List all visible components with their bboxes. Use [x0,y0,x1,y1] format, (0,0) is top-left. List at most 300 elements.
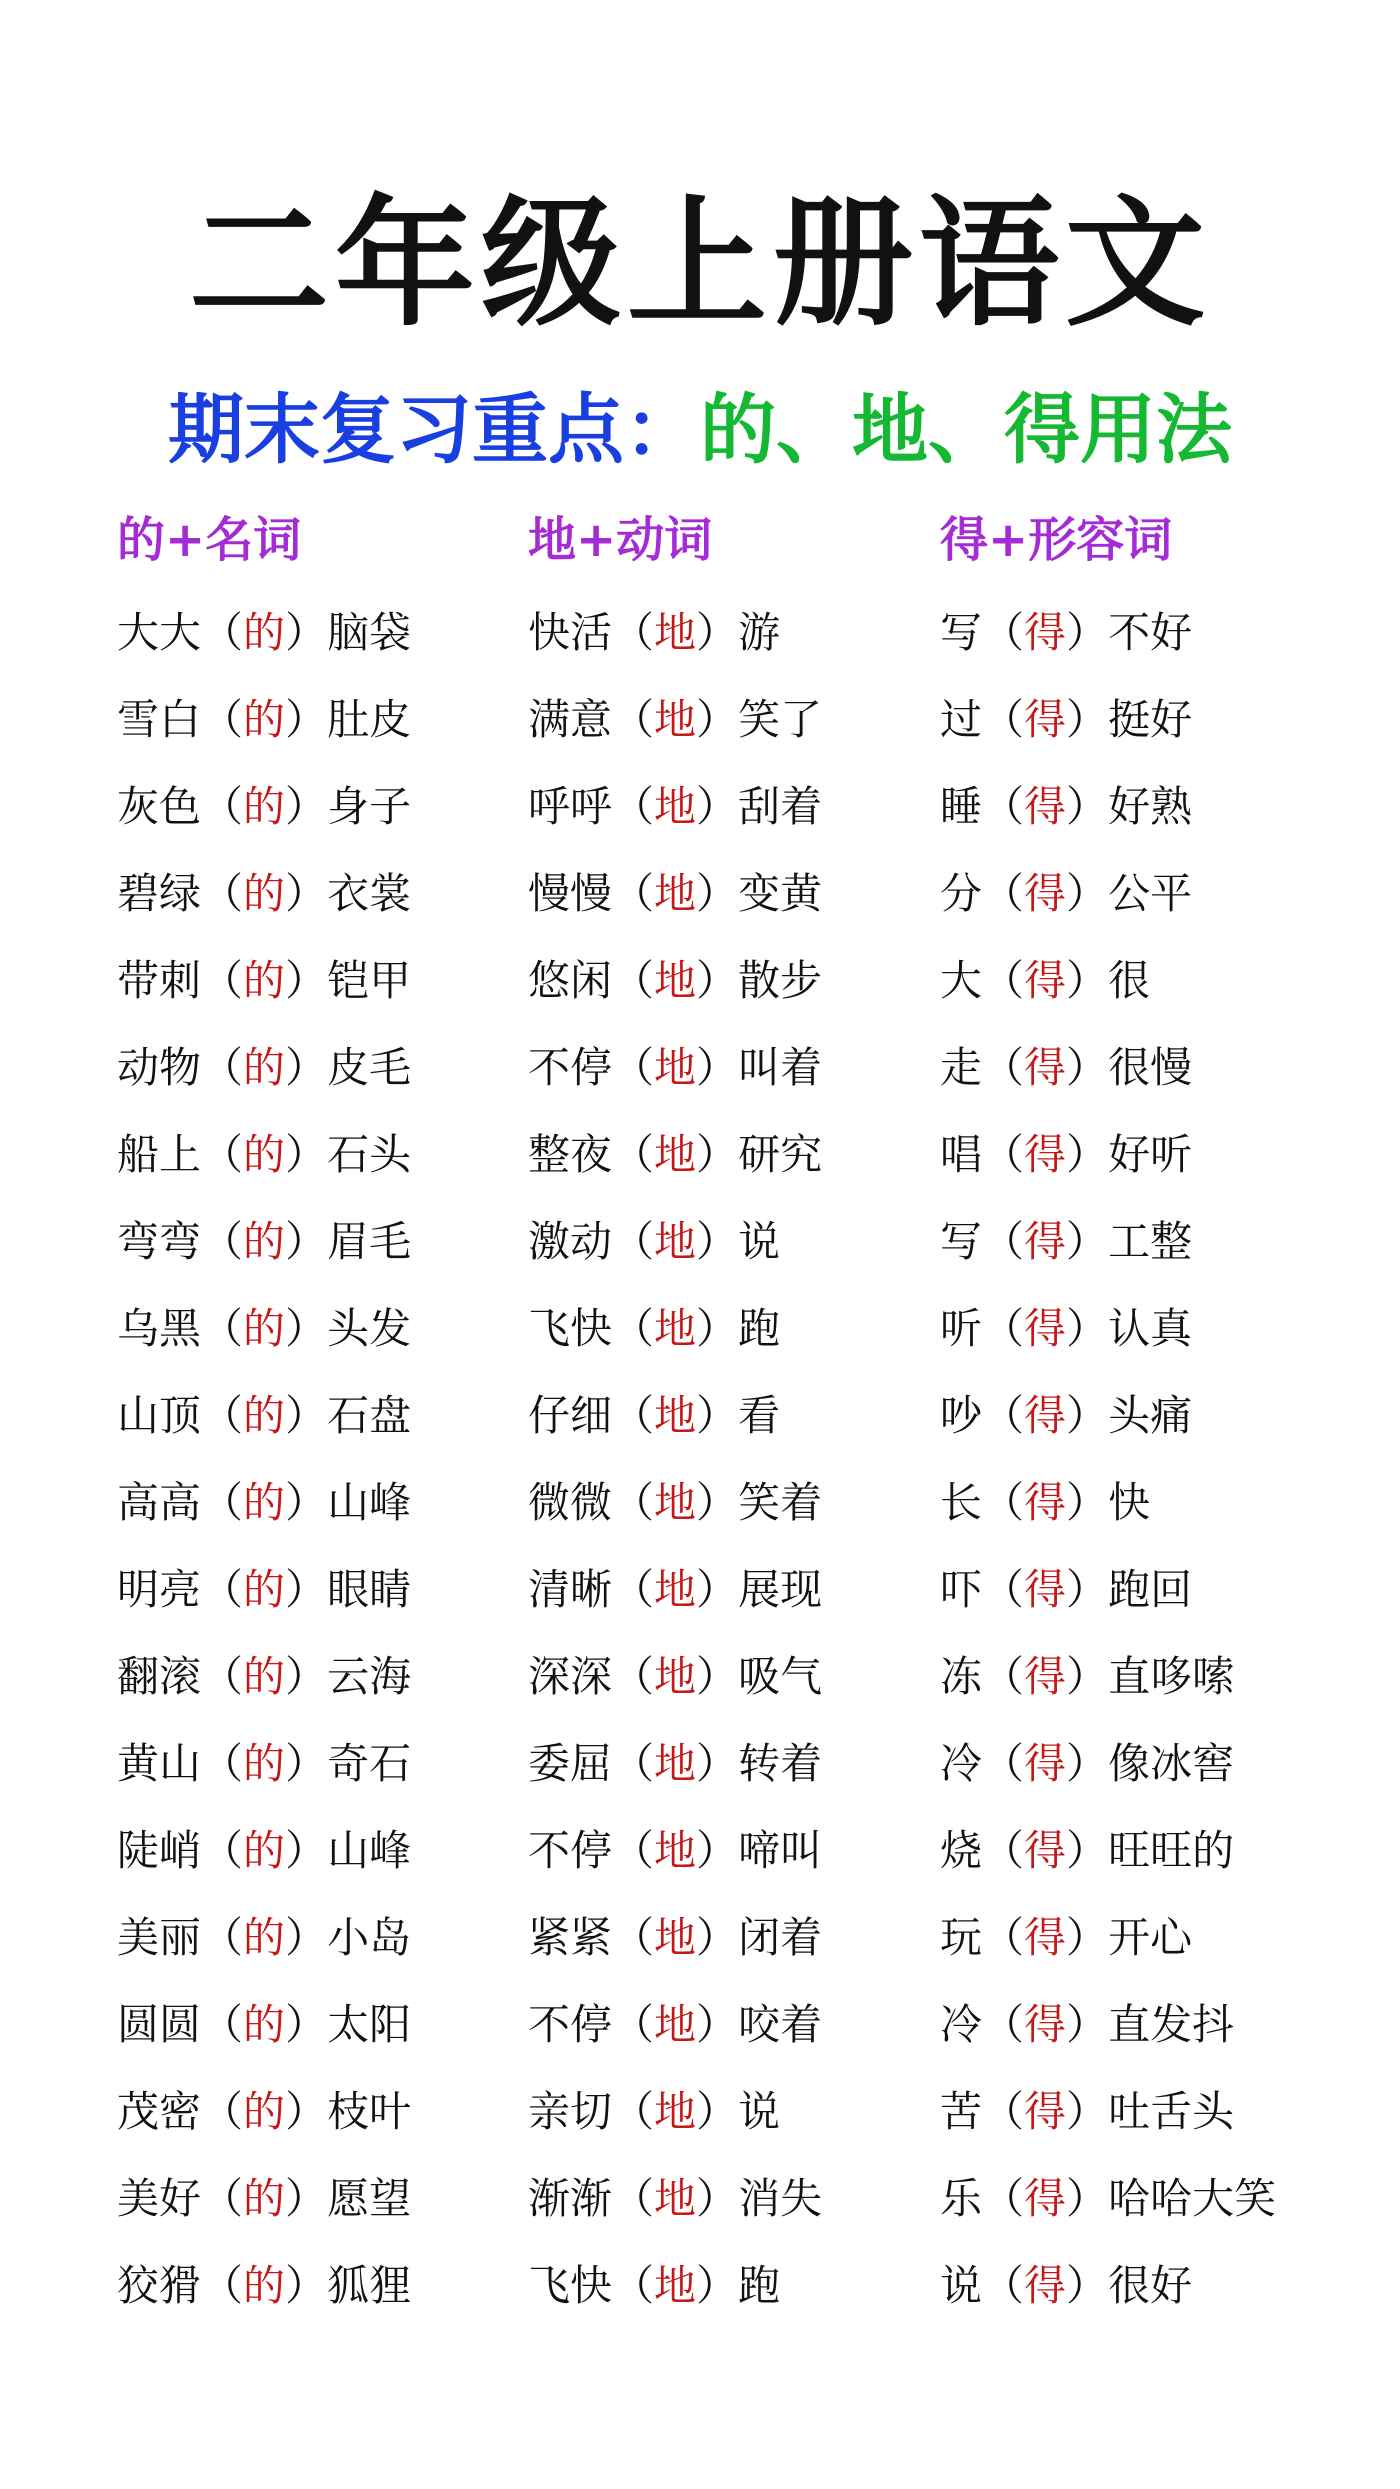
usage-columns [0,505,1400,2345]
phrase-entry [117,937,411,1024]
particle: 得 [1024,2087,1067,2136]
paren-close: ） [696,1130,739,1179]
paren-close: ） [1066,956,1109,1005]
phrase-after: 散步 [738,956,823,1005]
phrase-entry [528,1198,822,1285]
particle: 得 [1024,1913,1067,1962]
paren-open: （ [982,2261,1025,2310]
particle: 得 [1024,2174,1067,2223]
phrase-before: 圆圆 [117,2000,202,2049]
phrase-entry [940,1024,1276,1111]
paren-close: ） [696,1478,739,1527]
paren-open: （ [201,2000,244,2049]
particle: 地 [654,869,697,918]
phrase-before: 激动 [528,1217,613,1266]
phrase-after: 像冰窖 [1108,1739,1235,1788]
phrase-after: 皮毛 [327,1043,412,1092]
page-title: 二年级上册语文 [188,183,1211,346]
phrase-after: 眼睛 [327,1565,412,1614]
particle: 地 [654,2087,697,2136]
paren-open: （ [612,2174,655,2223]
paren-close: ） [1066,869,1109,918]
paren-close: ） [696,1652,739,1701]
phrase-after: 闭着 [738,1913,823,1962]
phrase-before: 冷 [940,1739,983,1788]
particle: 得 [1024,1565,1067,1614]
phrase-entry [117,1111,411,1198]
phrase-before: 清晰 [528,1565,613,1614]
phrase-after: 笑着 [738,1478,823,1527]
particle: 的 [243,2261,286,2310]
phrase-after: 太阳 [327,2000,412,2049]
phrase-entry [117,2155,411,2242]
paren-close: ） [285,1565,328,1614]
paren-open: （ [201,1130,244,1179]
phrase-before: 分 [940,869,983,918]
phrase-after: 刮着 [738,782,823,831]
phrase-after: 直发抖 [1108,2000,1235,2049]
paren-open: （ [201,608,244,657]
paren-close: ） [1066,2174,1109,2223]
paren-open: （ [201,1826,244,1875]
phrase-before: 渐渐 [528,2174,613,2223]
paren-open: （ [612,1043,655,1092]
particle: 的 [243,1739,286,1788]
phrase-entry [528,763,822,850]
paren-close: ） [285,1478,328,1527]
phrase-entry [940,1807,1276,1894]
phrase-before: 雪白 [117,695,202,744]
paren-close: ） [285,1130,328,1179]
phrase-entry [117,1894,411,1981]
particle: 地 [654,1913,697,1962]
phrase-entry [940,1198,1276,1285]
paren-open: （ [612,1478,655,1527]
paren-close: ） [1066,1826,1109,1875]
phrase-entry [117,1198,411,1285]
paren-close: ） [696,695,739,744]
paren-close: ） [285,1043,328,1092]
phrase-entry [940,1633,1276,1720]
phrase-before: 大大 [117,608,202,657]
phrase-after: 愿望 [327,2174,412,2223]
paren-open: （ [201,1043,244,1092]
phrase-entry [117,1807,411,1894]
phrase-entry [940,1372,1276,1459]
phrase-before: 冻 [940,1652,983,1701]
phrase-before: 乌黑 [117,1304,202,1353]
particle: 的 [243,1652,286,1701]
phrase-after: 跑 [738,1304,781,1353]
phrase-after: 身子 [327,782,412,831]
paren-close: ） [696,1217,739,1266]
particle: 的 [243,1913,286,1962]
phrase-after: 眉毛 [327,1217,412,1266]
paren-close: ） [1066,1130,1109,1179]
phrase-entry [940,937,1276,1024]
phrase-after: 说 [738,1217,781,1266]
phrase-entry [117,676,411,763]
paren-close: ） [1066,2087,1109,2136]
paren-open: （ [612,782,655,831]
phrase-entry [940,676,1276,763]
paren-open: （ [982,1304,1025,1353]
phrase-before: 仔细 [528,1391,613,1440]
phrase-entry [117,2242,411,2329]
paren-close: ） [696,1391,739,1440]
paren-open: （ [982,2174,1025,2223]
phrase-entry [117,763,411,850]
paren-close: ） [1066,2000,1109,2049]
phrase-before: 高高 [117,1478,202,1527]
phrase-entry [528,1894,822,1981]
phrase-before: 呼呼 [528,782,613,831]
phrase-before: 弯弯 [117,1217,202,1266]
paren-close: ） [696,2087,739,2136]
phrase-entry [528,676,822,763]
phrase-entry [528,1546,822,1633]
phrase-before: 唱 [940,1130,983,1179]
entry-list [528,589,822,2329]
paren-open: （ [612,1391,655,1440]
paren-open: （ [612,956,655,1005]
paren-open: （ [612,1739,655,1788]
column-header: 得+形容词 [940,512,1173,568]
paren-open: （ [612,1130,655,1179]
phrase-before: 写 [940,1217,983,1266]
phrase-before: 过 [940,695,983,744]
page-subtitle [0,385,1400,475]
phrase-entry [117,1285,411,1372]
paren-close: ） [285,1391,328,1440]
phrase-before: 山顶 [117,1391,202,1440]
paren-close: ） [285,956,328,1005]
particle: 的 [243,1478,286,1527]
particle: 地 [654,1043,697,1092]
phrase-after: 认真 [1108,1304,1193,1353]
paren-close: ） [285,1739,328,1788]
phrase-entry [528,2242,822,2329]
phrase-after: 展现 [738,1565,823,1614]
phrase-before: 陡峭 [117,1826,202,1875]
phrase-entry [528,2155,822,2242]
particle: 得 [1024,695,1067,744]
particle: 得 [1024,869,1067,918]
phrase-before: 船上 [117,1130,202,1179]
phrase-before: 紧紧 [528,1913,613,1962]
phrase-before: 不停 [528,1826,613,1875]
paren-open: （ [982,608,1025,657]
particle: 地 [654,1217,697,1266]
paren-close: ） [696,608,739,657]
column-de-verb [528,505,822,2329]
particle: 得 [1024,2000,1067,2049]
paren-close: ） [1066,1043,1109,1092]
paren-close: ） [285,2261,328,2310]
paren-close: ） [696,2174,739,2223]
column-header: 的+名词 [117,512,302,568]
paren-open: （ [982,2000,1025,2049]
phrase-after: 工整 [1108,1217,1193,1266]
paren-close: ） [1066,1913,1109,1962]
particle: 得 [1024,1217,1067,1266]
phrase-entry [117,1546,411,1633]
paren-open: （ [201,695,244,744]
phrase-before: 翻滚 [117,1652,202,1701]
paren-open: （ [612,2087,655,2136]
paren-open: （ [982,1043,1025,1092]
phrase-entry [940,1894,1276,1981]
paren-close: ） [1066,695,1109,744]
phrase-entry [940,1720,1276,1807]
particle: 的 [243,2174,286,2223]
phrase-before: 黄山 [117,1739,202,1788]
paren-open: （ [201,1565,244,1614]
phrase-after: 山峰 [327,1826,412,1875]
phrase-after: 公平 [1108,869,1193,918]
phrase-before: 明亮 [117,1565,202,1614]
paren-open: （ [201,2174,244,2223]
particle: 得 [1024,2261,1067,2310]
phrase-entry [117,1372,411,1459]
paren-close: ） [285,2174,328,2223]
paren-open: （ [201,869,244,918]
paren-open: （ [612,608,655,657]
phrase-before: 吓 [940,1565,983,1614]
phrase-entry [528,1720,822,1807]
phrase-entry [940,2068,1276,2155]
phrase-after: 很好 [1108,2261,1193,2310]
phrase-entry [528,2068,822,2155]
paren-open: （ [201,956,244,1005]
paren-open: （ [982,1739,1025,1788]
paren-close: ） [1066,1478,1109,1527]
paren-open: （ [612,1826,655,1875]
phrase-entry [117,1459,411,1546]
phrase-before: 深深 [528,1652,613,1701]
subtitle-topic: 的、地、得用法 [700,385,1232,474]
particle: 的 [243,869,286,918]
phrase-after: 头发 [327,1304,412,1353]
paren-close: ） [285,1652,328,1701]
paren-open: （ [201,1391,244,1440]
particle: 地 [654,1565,697,1614]
paren-close: ） [696,1913,739,1962]
phrase-entry [528,589,822,676]
phrase-after: 快 [1108,1478,1151,1527]
particle: 得 [1024,1043,1067,1092]
phrase-after: 吸气 [738,1652,823,1701]
paren-close: ） [285,1913,328,1962]
phrase-entry [940,1546,1276,1633]
particle: 地 [654,2174,697,2223]
phrase-entry [117,850,411,937]
phrase-before: 乐 [940,2174,983,2223]
paren-open: （ [612,869,655,918]
paren-close: ） [696,956,739,1005]
entry-list [940,589,1276,2329]
phrase-after: 看 [738,1391,781,1440]
particle: 得 [1024,782,1067,831]
paren-open: （ [982,869,1025,918]
phrase-entry [528,1633,822,1720]
phrase-after: 衣裳 [327,869,412,918]
phrase-entry [940,1459,1276,1546]
paren-open: （ [612,1652,655,1701]
phrase-entry [117,1720,411,1807]
phrase-entry [940,1981,1276,2068]
paren-open: （ [612,695,655,744]
particle: 得 [1024,1739,1067,1788]
phrase-after: 云海 [327,1652,412,1701]
particle: 的 [243,1826,286,1875]
phrase-before: 说 [940,2261,983,2310]
paren-open: （ [612,2261,655,2310]
phrase-entry [117,2068,411,2155]
phrase-after: 旺旺的 [1108,1826,1235,1875]
paren-close: ） [1066,1304,1109,1353]
paren-open: （ [201,1913,244,1962]
particle: 的 [243,1565,286,1614]
paren-close: ） [285,2000,328,2049]
phrase-entry [940,850,1276,937]
paren-open: （ [201,782,244,831]
paren-open: （ [201,1217,244,1266]
phrase-after: 小岛 [327,1913,412,1962]
particle: 得 [1024,1391,1067,1440]
phrase-entry [117,1633,411,1720]
particle: 得 [1024,1130,1067,1179]
phrase-after: 吐舌头 [1108,2087,1235,2136]
paren-open: （ [201,1652,244,1701]
phrase-before: 烧 [940,1826,983,1875]
particle: 得 [1024,1826,1067,1875]
phrase-entry [528,1024,822,1111]
particle: 的 [243,1043,286,1092]
phrase-before: 玩 [940,1913,983,1962]
particle: 地 [654,1652,697,1701]
column-de-adjective [940,505,1276,2329]
paren-close: ） [285,1217,328,1266]
phrase-before: 狡猾 [117,2261,202,2310]
phrase-entry [940,1111,1276,1198]
phrase-after: 开心 [1108,1913,1193,1962]
paren-close: ） [696,869,739,918]
paren-open: （ [201,2087,244,2136]
phrase-after: 直哆嗦 [1108,1652,1235,1701]
phrase-after: 叫着 [738,1043,823,1092]
phrase-before: 睡 [940,782,983,831]
phrase-before: 亲切 [528,2087,613,2136]
paren-close: ） [696,1826,739,1875]
phrase-before: 快活 [528,608,613,657]
phrase-before: 大 [940,956,983,1005]
paren-close: ） [285,2087,328,2136]
phrase-before: 美丽 [117,1913,202,1962]
paren-close: ） [1066,608,1109,657]
phrase-entry [528,937,822,1024]
paren-close: ） [1066,1391,1109,1440]
phrase-before: 慢慢 [528,869,613,918]
phrase-before: 不停 [528,2000,613,2049]
phrase-after: 奇石 [327,1739,412,1788]
column-header: 地+动词 [528,512,713,568]
phrase-before: 写 [940,608,983,657]
phrase-after: 消失 [738,2174,823,2223]
phrase-entry [528,850,822,937]
particle: 的 [243,2000,286,2049]
phrase-entry [528,1459,822,1546]
paren-close: ） [696,1043,739,1092]
particle: 地 [654,608,697,657]
paren-close: ） [1066,2261,1109,2310]
phrase-before: 听 [940,1304,983,1353]
phrase-before: 不停 [528,1043,613,1092]
phrase-after: 铠甲 [327,956,412,1005]
phrase-after: 很慢 [1108,1043,1193,1092]
phrase-after: 不好 [1108,608,1193,657]
phrase-before: 飞快 [528,2261,613,2310]
phrase-entry [117,1981,411,2068]
phrase-after: 石盘 [327,1391,412,1440]
particle: 的 [243,1217,286,1266]
phrase-after: 游 [738,608,781,657]
phrase-before: 整夜 [528,1130,613,1179]
phrase-entry [528,1981,822,2068]
phrase-after: 转着 [738,1739,823,1788]
paren-close: ） [1066,1652,1109,1701]
phrase-entry [528,1372,822,1459]
paren-open: （ [612,1304,655,1353]
paren-close: ） [285,608,328,657]
particle: 得 [1024,608,1067,657]
phrase-before: 灰色 [117,782,202,831]
phrase-after: 枝叶 [327,2087,412,2136]
particle: 的 [243,956,286,1005]
phrase-before: 走 [940,1043,983,1092]
particle: 的 [243,2087,286,2136]
paren-close: ） [696,2000,739,2049]
paren-open: （ [982,695,1025,744]
particle: 的 [243,1130,286,1179]
paren-close: ） [285,869,328,918]
paren-open: （ [982,1565,1025,1614]
phrase-before: 长 [940,1478,983,1527]
paren-close: ） [1066,782,1109,831]
paren-open: （ [982,2087,1025,2136]
phrase-before: 微微 [528,1478,613,1527]
particle: 地 [654,1130,697,1179]
phrase-before: 碧绿 [117,869,202,918]
phrase-after: 啼叫 [738,1826,823,1875]
particle: 得 [1024,1304,1067,1353]
paren-open: （ [201,2261,244,2310]
phrase-entry [528,1807,822,1894]
phrase-before: 冷 [940,2000,983,2049]
paren-open: （ [982,1391,1025,1440]
phrase-entry [528,1285,822,1372]
particle: 的 [243,608,286,657]
phrase-after: 变黄 [738,869,823,918]
phrase-after: 哈哈大笑 [1108,2174,1277,2223]
particle: 的 [243,1391,286,1440]
paren-close: ） [696,2261,739,2310]
paren-open: （ [612,1913,655,1962]
particle: 地 [654,1826,697,1875]
paren-close: ） [696,782,739,831]
phrase-before: 飞快 [528,1304,613,1353]
paren-open: （ [982,1913,1025,1962]
